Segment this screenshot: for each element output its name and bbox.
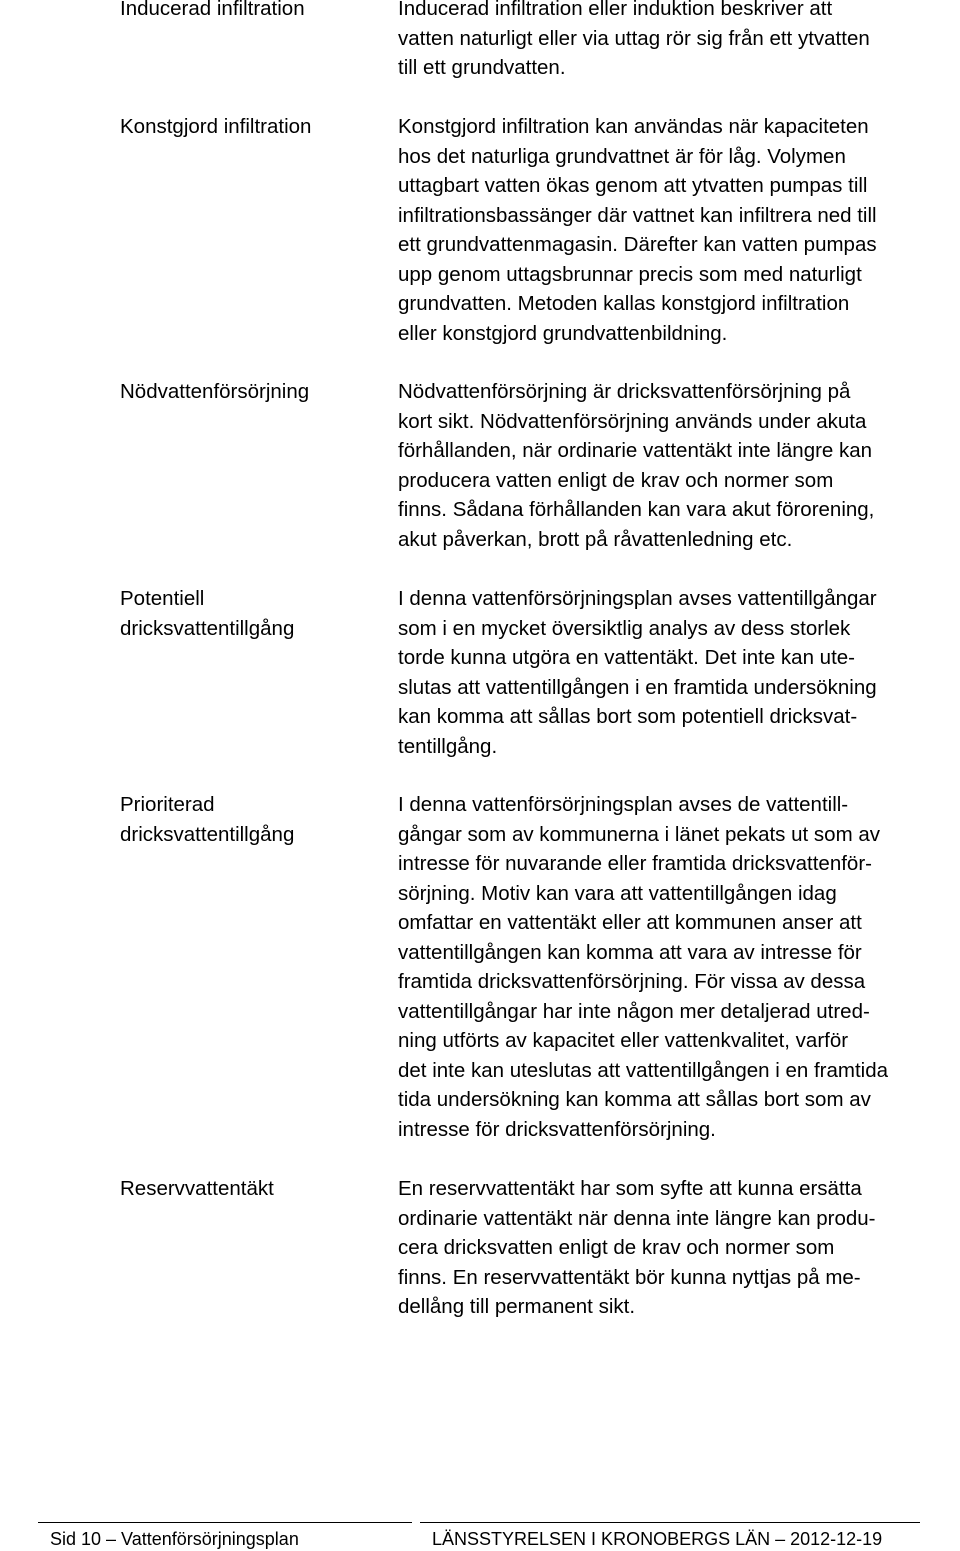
term-line: Prioriterad xyxy=(120,793,215,816)
definition-line: Nödvattenförsörjning är dricksvattenförsörjning på xyxy=(398,380,851,403)
term-line: Potentiell xyxy=(120,587,205,610)
definition-line: ett grundvattenmagasin. Därefter kan vatten pumpas xyxy=(398,233,877,256)
term-nodvattenforsorjning xyxy=(120,377,370,407)
definition-line: dellång till permanent sikt. xyxy=(398,1295,636,1318)
definition-line: omfattar en vattentäkt eller att kommunen anser att xyxy=(398,911,862,934)
term-line: Inducerad infiltration xyxy=(120,0,305,20)
definition-line: grundvatten. Metoden kallas konstgjord infiltration xyxy=(398,292,850,315)
term-line: Reservvattentäkt xyxy=(120,1177,274,1200)
definition-line: I denna vattenförsörjningsplan avses de vattentill- xyxy=(398,793,849,816)
footer-rule-left xyxy=(38,1522,412,1523)
definition-line: ning utförts av kapacitet eller vattenkvalitet, varför xyxy=(398,1029,849,1052)
definition-line: slutas att vattentillgången i en framtida undersökning xyxy=(398,675,877,699)
definition-line: akut påverkan, brott på råvattenledning etc. xyxy=(398,527,793,551)
definition-line: En reservvattentäkt har som syfte att kunna ersätta xyxy=(398,1177,862,1200)
definition-line: Konstgjord infiltration kan användas när kapaciteten xyxy=(398,115,869,138)
footer-right: LÄNSSTYRELSEN I KRONOBERGS LÄN – 2012-12-19 xyxy=(432,1529,883,1549)
term-line: dricksvattentillgång xyxy=(120,616,295,640)
definition-nodvattenforsorjning xyxy=(398,377,948,554)
definition-line: I denna vattenförsörjningsplan avses vattentillgångar xyxy=(398,587,877,610)
definition-line: torde kunna utgöra en vattentäkt. Det inte kan ute- xyxy=(398,646,855,669)
definition-line: vattentillgången kan komma att vara av intresse för xyxy=(398,940,862,964)
definition-line: uttagbart vatten ökas genom att ytvatten pumpas till xyxy=(398,174,868,197)
definition-line: förhållanden, när ordinarie vattentäkt inte längre kan xyxy=(398,439,873,462)
definition-line: eller konstgjord grundvattenbildning. xyxy=(398,321,728,345)
definition-line: cera dricksvatten enligt de krav och normer som xyxy=(398,1236,835,1259)
definition-line: Inducerad infiltration eller induktion beskriver att xyxy=(398,0,833,20)
definition-line: det inte kan uteslutas att vattentillgången i en framtida xyxy=(398,1058,889,1082)
term-reservvattentakt xyxy=(120,1174,370,1204)
definition-line: till ett grundvatten. xyxy=(398,56,566,79)
definition-line: ordinarie vattentäkt när denna inte längre kan produ- xyxy=(398,1206,876,1230)
definition-line: vattentillgångar har inte någon mer detaljerad utred- xyxy=(398,999,870,1023)
definition-line: kort sikt. Nödvattenförsörjning används under akuta xyxy=(398,409,867,433)
definition-line: finns. En reservvattentäkt bör kunna nyttjas på me- xyxy=(398,1265,861,1289)
definition-line: hos det naturliga grundvattnet är för låg. Volymen xyxy=(398,144,846,168)
definition-line: finns. Sådana förhållanden kan vara akut förorening, xyxy=(398,498,875,521)
definition-konstgjord-infiltration xyxy=(398,112,948,348)
definition-line: infiltrationsbassänger där vattnet kan infiltrera ned till xyxy=(398,203,877,227)
term-line: Nödvattenförsörjning xyxy=(120,380,310,403)
definition-prioriterad-dricksvattentillgang xyxy=(398,790,948,1144)
definition-potentiell-dricksvattentillgang xyxy=(398,584,948,761)
definition-line: vatten naturligt eller via uttag rör sig från ett ytvatten xyxy=(398,26,870,50)
term-konstgjord-infiltration xyxy=(120,112,370,142)
term-line: Konstgjord infiltration xyxy=(120,115,312,138)
definition-line: intresse för nuvarande eller framtida dricksvattenför- xyxy=(398,852,872,875)
definition-line: framtida dricksvattenförsörjning. För vissa av dessa xyxy=(398,970,866,993)
definition-line: upp genom uttagsbrunnar precis som med naturligt xyxy=(398,262,862,286)
term-prioriterad-dricksvattentillgang xyxy=(120,790,370,849)
term-inducerad-infiltration xyxy=(120,0,370,24)
definition-line: tentillgång. xyxy=(398,734,498,758)
definition-line: gångar som av kommunerna i länet pekats ut som av xyxy=(398,822,880,846)
term-potentiell-dricksvattentillgang xyxy=(120,584,370,643)
definition-line: tida undersökning kan komma att sållas bort som av xyxy=(398,1088,871,1111)
definition-inducerad-infiltration xyxy=(398,0,948,83)
term-line: dricksvattentillgång xyxy=(120,822,295,846)
definition-line: som i en mycket översiktlig analys av dess storlek xyxy=(398,616,851,640)
footer-rule-right xyxy=(420,1522,920,1523)
definition-line: sörjning. Motiv kan vara att vattentillgången idag xyxy=(398,881,837,905)
definition-line: kan komma att sållas bort som potentiell dricksvat- xyxy=(398,705,858,728)
footer-left: Sid 10 – Vattenförsörjningsplan xyxy=(50,1529,299,1549)
definition-line: intresse för dricksvattenförsörjning. xyxy=(398,1117,716,1141)
definition-line: producera vatten enligt de krav och normer som xyxy=(398,468,834,492)
definition-reservvattentakt xyxy=(398,1174,948,1322)
